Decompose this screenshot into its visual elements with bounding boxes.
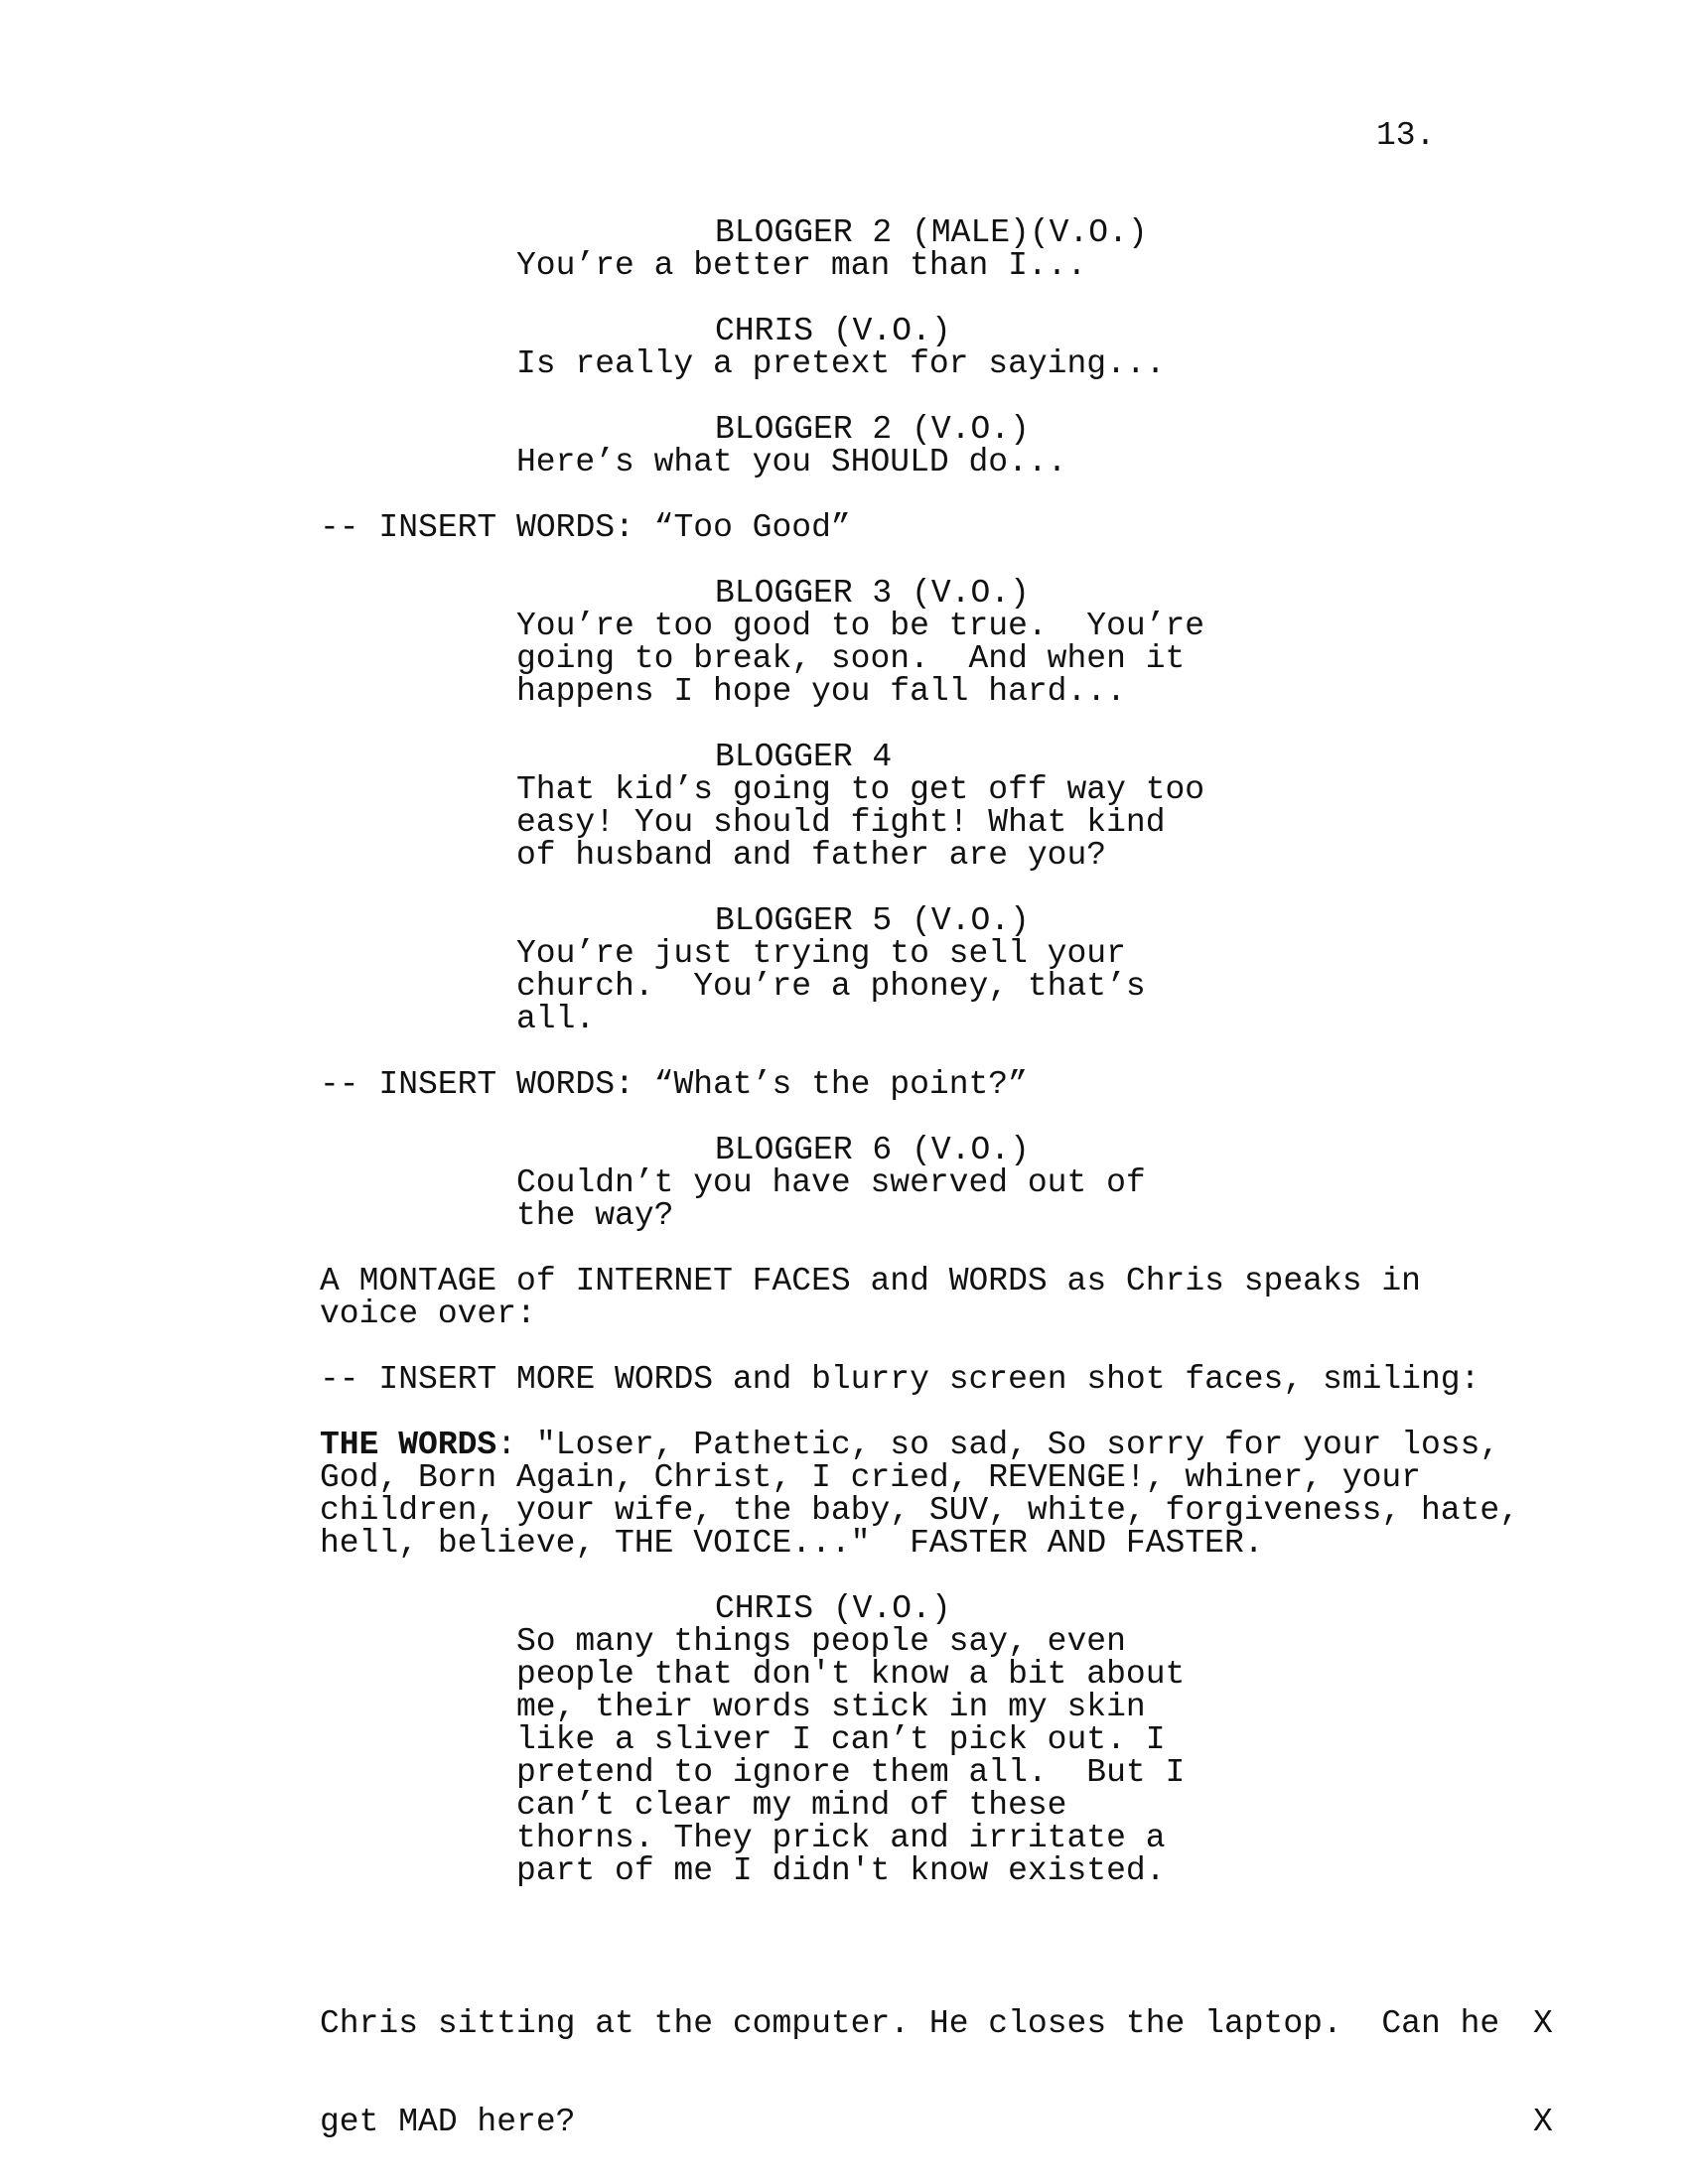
dialogue-line: the way?	[516, 1197, 674, 1234]
action-line: hell, believe, THE VOICE..." FASTER AND FASTER.	[320, 1525, 1264, 1562]
action-line: God, Born Again, Christ, I cried, REVENGE!, whiner, your	[320, 1459, 1421, 1496]
dialogue-line: can’t clear my mind of these	[516, 1787, 1067, 1824]
action-line: A MONTAGE of INTERNET FACES and WORDS as Chris speaks in	[320, 1263, 1421, 1299]
action-the-words	[320, 1429, 1611, 1560]
dialogue-line: pretend to ignore them all. But I	[516, 1754, 1186, 1791]
dialogue-chris-1	[516, 315, 1211, 380]
dialogue-line: me, their words stick in my skin	[516, 1689, 1146, 1725]
dialogue-line: So many things people say, even	[516, 1623, 1126, 1660]
dialogue-line: people that don't know a bit about	[516, 1656, 1186, 1693]
character-name: BLOGGER 4	[715, 739, 893, 775]
dialogue-line: going to break, soon. And when it	[516, 640, 1186, 677]
page-number: 13.	[1376, 117, 1436, 154]
dialogue-line: thorns. They prick and irritate a	[516, 1820, 1166, 1856]
the-words-text: : "Loser, Pathetic, so sad, So sorry for your loss,	[496, 1427, 1500, 1463]
dialogue-line: Is really a pretext for saying...	[516, 345, 1166, 382]
dialogue-line: all.	[516, 1001, 596, 1037]
action-line	[320, 1429, 1611, 1461]
dialogue-line: You’re a better man than I...	[516, 247, 1087, 284]
dialogue-blogger-2-male	[516, 216, 1211, 282]
dialogue-blogger-5	[516, 904, 1211, 1035]
dialogue-line: part of me I didn't know existed.	[516, 1852, 1166, 1889]
character-name: BLOGGER 2 (V.O.)	[715, 411, 1030, 448]
insert-whats-the-point: -- INSERT WORDS: “What’s the point?”	[320, 1066, 1028, 1103]
revision-mark: X	[1533, 2005, 1553, 2042]
dialogue-blogger-3	[516, 577, 1211, 708]
dialogue-line: happens I hope you fall hard...	[516, 673, 1126, 710]
dialogue-blogger-4	[516, 741, 1211, 872]
character-name: CHRIS (V.O.)	[715, 313, 951, 349]
insert-too-good: -- INSERT WORDS: “Too Good”	[320, 509, 851, 546]
dialogue-line: You’re just trying to sell your	[516, 935, 1126, 972]
action-chris-computer	[320, 1942, 1499, 2171]
character-name: BLOGGER 2 (MALE)(V.O.)	[715, 214, 1148, 251]
action-line: children, your wife, the baby, SUV, white, forgiveness, hate,	[320, 1492, 1519, 1529]
revision-marks	[1533, 1942, 1573, 2171]
insert-more-words: -- INSERT MORE WORDS and blurry screen shot faces, smiling:	[320, 1361, 1480, 1398]
dialogue-line: easy! You should fight! What kind	[516, 804, 1166, 841]
dialogue-line: That kid’s going to get off way too	[516, 771, 1205, 808]
dialogue-line: like a sliver I can’t pick out. I	[516, 1721, 1166, 1758]
character-name: CHRIS (V.O.)	[715, 1590, 951, 1627]
dialogue-blogger-2	[516, 413, 1211, 478]
dialogue-blogger-6	[516, 1134, 1211, 1232]
dialogue-line: Couldn’t you have swerved out of	[516, 1164, 1146, 1201]
character-name: BLOGGER 5 (V.O.)	[715, 902, 1030, 939]
action-line: voice over:	[320, 1296, 536, 1332]
dialogue-line: Here’s what you SHOULD do...	[516, 444, 1067, 480]
action-montage	[320, 1265, 1611, 1330]
action-line: get MAD here?	[320, 2104, 576, 2140]
dialogue-line: church. You’re a phoney, that’s	[516, 968, 1146, 1005]
character-name: BLOGGER 6 (V.O.)	[715, 1132, 1030, 1168]
character-name: BLOGGER 3 (V.O.)	[715, 575, 1030, 612]
screenplay-page	[320, 216, 1611, 1887]
revision-mark: X	[1533, 2104, 1553, 2140]
dialogue-chris-2	[516, 1592, 1211, 1887]
dialogue-line: You’re too good to be true. You’re	[516, 608, 1205, 644]
action-line: Chris sitting at the computer. He closes the laptop. Can he	[320, 2005, 1500, 2042]
dialogue-line: of husband and father are you?	[516, 837, 1107, 874]
the-words-label: THE WORDS	[320, 1427, 497, 1463]
